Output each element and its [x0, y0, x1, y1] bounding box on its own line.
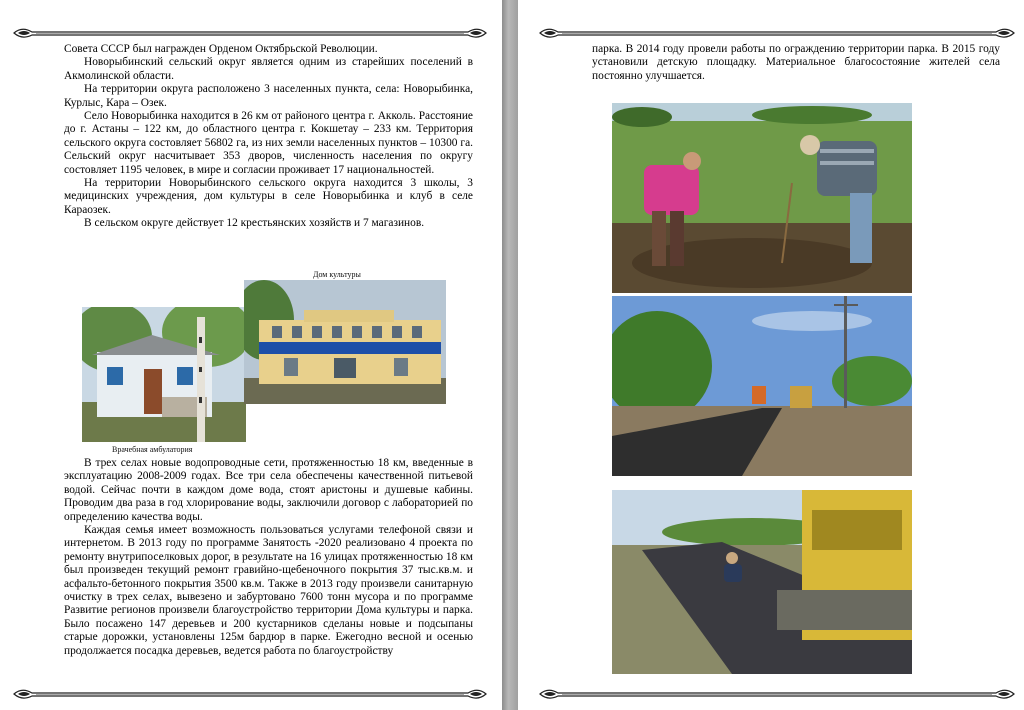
bottom-scroll-ornament-right: [538, 685, 1016, 703]
culture-house-photo: [244, 280, 446, 404]
top-scroll-ornament-right: [538, 24, 1016, 42]
paragraph: парка. В 2014 году провели работы по ограждению территории парка. В 2015 году установили детскую площадку. Материальное благосостояние жителей села постоянно улучшается.: [592, 43, 1000, 82]
asphalt-paving-photo: [612, 490, 912, 674]
left-page: [0, 0, 502, 710]
left-text-top: [64, 43, 473, 231]
paragraph: Совета СССР был награжден Орденом Октябрьской Революции.: [64, 43, 378, 55]
paragraph: Новорыбинский сельский округ является одним из старейших поселений в Акмолинской области.: [64, 56, 473, 82]
right-page: [518, 0, 1024, 710]
right-text-top: [592, 43, 1000, 83]
road-repair-photo: [612, 296, 912, 476]
book-gutter: [502, 0, 518, 710]
caption-clinic: Врачебная амбулатория: [112, 445, 193, 454]
paragraph: В сельском округе действует 12 крестьянских хозяйств и 7 магазинов.: [84, 217, 425, 230]
bottom-scroll-ornament-left: [12, 685, 488, 703]
paragraph: В трех селах новые водопроводные сети, протяженностью 18 км, введенные в эксплуатацию 2008-2009 годах. Все три села обеспечены качественной питьевой водой. Сейчас почти в каждом доме вода, стоят аристоны и душевые кабины. Проводим два раза в год хлорирование воды, заключили договор с лабораторией по определению качества воды.: [64, 457, 473, 523]
paragraph: На территории округа расположено 3 населенных пункта, села: Новорыбинка, Курлыс, Кара – Озек.: [64, 83, 473, 109]
caption-culture-house: Дом культуры: [313, 270, 361, 279]
top-scroll-ornament-left: [12, 24, 488, 42]
clinic-photo: [82, 307, 246, 442]
left-text-bottom: [64, 457, 473, 658]
paragraph: Каждая семья имеет возможность пользоваться услугами телефоной связи и интернетом. В 2013 году по программе Занятость -2020 реализовано 4 проекта по ремонту внутрипоселковых дорог, в результате на 16 улицах протяженностью 18 км был произведен текущий ремонт гравийно-щебеночного покрытия 37 тыс.кв.м. и асфальто-бетонного покрытия 3500 кв.м. Также в 2013 году произвели санитарную очистку в трех селах, вывезено и забуртовано 7600 тонн мусора и по программе Развитие регионов произвели благоустройство территории Дома культуры и парка. Было посажено 147 деревьев и 200 кустарников сделаны новые и подсыпаны старые дорожки, установлены 125м бардюр в парке. Ежегодно весной и осенью продолжается посадка деревьев, ведется работа по благоустройству: [64, 524, 473, 657]
paragraph: На территории Новорыбинского сельского округа находится 3 школы, 3 медицинских учреждения, дом культуры в селе Новорыбинка и клуб в селе Караозек.: [64, 177, 473, 216]
paragraph: Село Новорыбинка находится в 26 км от районого центра г. Акколь. Расстояние до г. Астаны – 122 км, до областного центра г. Кокшетау – 233 км. Территория сельского округа состовляет 56802 га, из них земли населенных пунктов – 10300 га. Сельский округ насчитывает 353 дворов, численность населения по округу состовляет 1195 человек, в мире и согласии проживает 17 национальностей.: [64, 110, 473, 176]
tree-planting-photo: [612, 103, 912, 293]
